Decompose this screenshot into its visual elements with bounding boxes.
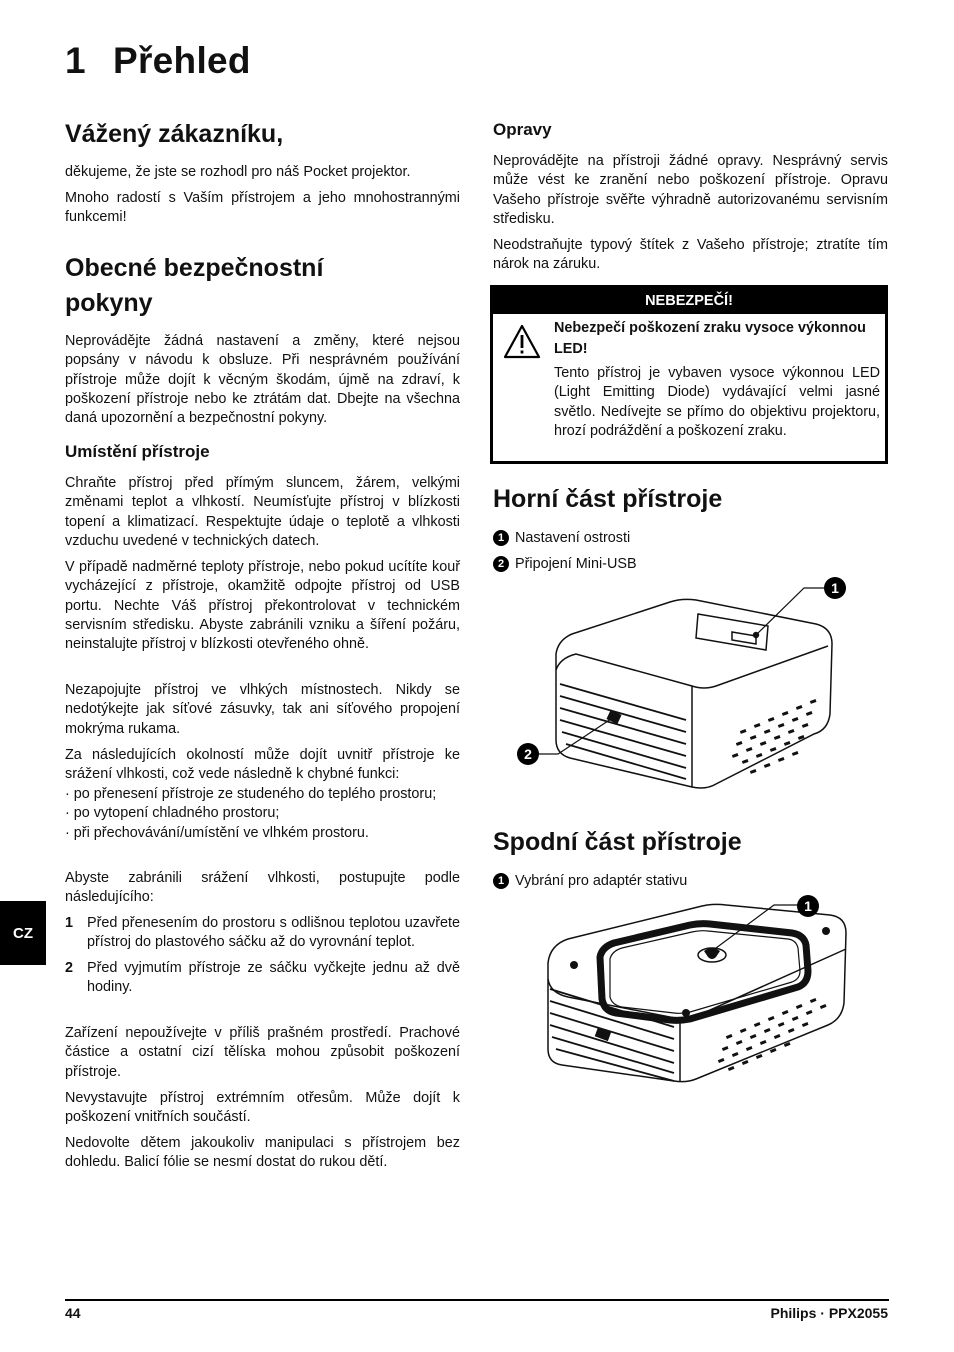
para-condensation-intro: Za následujících okolností může dojít uvnitř přístroje ke srážení vlhkosti, což vede následně k chybné funkci: <box>65 747 460 783</box>
item-label: Vybrání pro adaptér stativu <box>515 872 688 889</box>
step-text: Před vyjmutím přístroje ze sáčku vyčkejte jednu až dvě hodiny. <box>87 959 460 995</box>
list-item <box>493 554 637 573</box>
condensation-list <box>65 785 460 843</box>
danger-title: Nebezpečí poškození zraku vysoce výkonnou LED! <box>554 320 866 357</box>
para-placement-1: Chraňte přístroj před přímým sluncem, žárem, velkými změnami teplot a vlhkostí. Neumísťujte přístroj v blízkosti topení a klimatizací. Respektujte údaje o teplotě a vlhkosti vzduchu uvedené v technických datech. <box>65 475 460 549</box>
danger-body: Tento přístroj je vybaven vysoce výkonnou LED (Light Emitting Diode) vydávající velmi jasné světlo. Nedívejte se přímo do objektivu projektoru, hrozí podráždění a poškození zraku. <box>554 365 880 439</box>
product-name: Philips · PPX2055 <box>770 1305 888 1321</box>
list-item <box>493 871 687 890</box>
step-1 <box>65 914 460 953</box>
page-number: 44 <box>65 1305 81 1321</box>
step-text: Před přenesením do prostoru s odlišnou teplotou uzavřete přístroj do plastového sáčku až do vyrovnání teplot. <box>87 915 460 951</box>
heading-safety-line2: pokyny <box>65 289 153 317</box>
list-item: · při přechovávání/umístění ve vlhkém prostoru. <box>65 824 369 841</box>
step-2 <box>65 959 460 998</box>
para-avoid: Abyste zabránili srážení vlhkosti, postupujte podle následujícího: <box>65 870 460 906</box>
para-repairs-1: Neprovádějte na přístroji žádné opravy. Nesprávný servis může vést ke zranění nebo poškození přístroje. Opravu Vašeho přístroje svěřte výhradně autorizovanému servisním středisku. <box>493 153 888 227</box>
number-badge: 1 <box>493 873 509 889</box>
heading-placement: Umístění přístroje <box>65 442 210 461</box>
heading-safety-line1: Obecné bezpečnostní <box>65 254 324 282</box>
bottom-part-list <box>493 871 687 890</box>
warning-triangle-icon <box>503 324 541 365</box>
para-kids: Nedovolte dětem jakoukoliv manipulaci s přístrojem bez dohledu. Balicí fólie se nesmí dostat do rukou dětí. <box>65 1135 460 1171</box>
para-safety: Neprovádějte žádná nastavení a změny, které nejsou popsány v návodu k obsluze. Při nesprávném používání přístroje může dojít k věcným škodám, újmě na zdraví, k poškození přístroje nebo ke ztrátám dat. Dbejte na všechna daná upozornění a bezpečnostní pokyny. <box>65 333 460 427</box>
para-thanks: děkujeme, že jste se rozhodl pro náš Pocket projektor. <box>65 164 411 180</box>
number-badge: 1 <box>493 530 509 546</box>
top-part-list <box>493 528 637 573</box>
callout-1-badge: 1 <box>797 895 819 917</box>
chapter-name: Přehled <box>113 40 251 81</box>
chapter-number: 1 <box>65 40 86 81</box>
steps-list <box>65 914 460 997</box>
projector-bottom-illustration <box>540 893 855 1125</box>
list-item: · po vytopení chladného prostoru; <box>65 805 280 822</box>
heading-customer: Vážený zákazníku, <box>65 120 284 148</box>
language-tab: CZ <box>0 901 46 965</box>
list-item <box>493 528 637 547</box>
para-placement-3: Nezapojujte přístroj ve vlhkých místnostech. Nikdy se nedotýkejte jak síťové zásuvky, tak ani síťového propojení mokrýma rukama. <box>65 682 460 737</box>
para-dust: Zařízení nepoužívejte v příliš prašném prostředí. Prachové částice a ostatní cizí tělíska mohou způsobit poškození přístroje. <box>65 1025 460 1080</box>
list-item: · po přenesení přístroje ze studeného do teplého prostoru; <box>65 786 437 802</box>
footer-rule <box>65 1299 889 1301</box>
para-placement-2: V případě nadměrné teploty přístroje, nebo pokud ucítíte kouř vycházející z přístroje, okamžitě odpojte přístroj od USB portu. Nechte Váš přístroj překontrolovat v technickém servisním středisku. Abyste zabránili vzniku a šíření požáru, neinstalujte přístroj v blízkosti otevřeného ohně. <box>65 559 460 653</box>
danger-box <box>490 285 888 464</box>
projector-top-illustration <box>510 574 855 806</box>
item-label: Připojení Mini-USB <box>515 555 637 572</box>
para-shock: Nevystavujte přístroj extrémním otřesům. Může dojít k poškození vnitřních součástí. <box>65 1090 460 1126</box>
para-joy: Mnoho radostí s Vaším přístrojem a jeho mnohostrannými funkcemi! <box>65 190 460 226</box>
step-number: 2 <box>65 959 74 976</box>
heading-bottom-part: Spodní část přístroje <box>493 828 742 856</box>
callout-2-badge: 2 <box>517 743 539 765</box>
chapter-title <box>65 40 251 82</box>
heading-top-part: Horní část přístroje <box>493 485 723 513</box>
heading-repairs: Opravy <box>493 120 552 139</box>
step-number: 1 <box>65 915 74 931</box>
para-repairs-2: Neodstraňujte typový štítek z Vašeho přístroje; ztratíte tím nárok na záruku. <box>493 237 888 273</box>
danger-header: NEBEZPEČÍ! <box>493 288 885 314</box>
item-label: Nastavení ostrosti <box>515 529 631 546</box>
number-badge: 2 <box>493 556 509 572</box>
callout-1-badge: 1 <box>824 577 846 599</box>
